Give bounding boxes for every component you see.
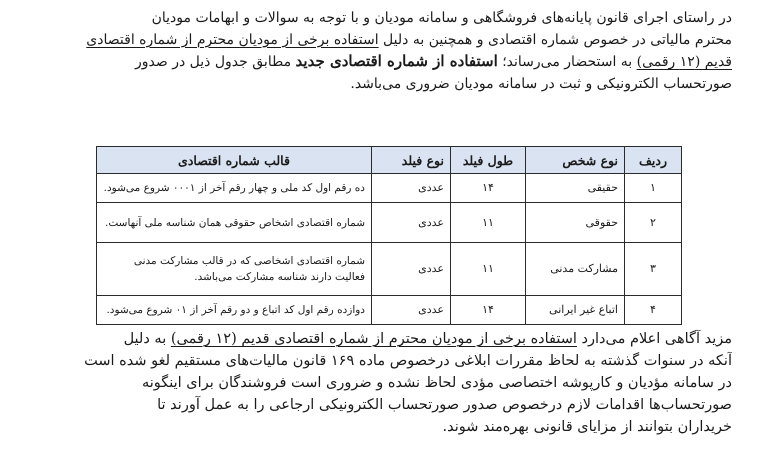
outro-paragraph xyxy=(52,328,732,438)
outro-line-1-tail: به دلیل xyxy=(123,331,171,347)
table-row xyxy=(97,243,682,296)
intro-underlined-old-code-use: استفاده برخی از مودیان محترم از شماره اقتصادی xyxy=(86,31,379,48)
cell-format: شماره اقتصادی اشخاصی که در قالب مشارکت مدنی فعالیت دارند شناسه مشارکت می‌باشد. xyxy=(97,243,372,296)
intro-paragraph xyxy=(52,8,732,95)
cell-person-type: مشارکت مدنی xyxy=(526,243,625,296)
outro-line-1-text: مزید آگاهی اعلام می‌دارد xyxy=(576,331,732,347)
outro-line-5: خریداران بتوانند از مزایای قانونی بهره‌مند شوند. xyxy=(442,419,732,435)
cell-index: ۱ xyxy=(625,174,682,203)
cell-field-length: ۱۱ xyxy=(451,243,526,296)
header-field-length: طول فیلد xyxy=(451,147,526,174)
header-field-type: نوع فیلد xyxy=(372,147,451,174)
table-row xyxy=(97,296,682,325)
table-row xyxy=(97,203,682,243)
table-header-row xyxy=(97,147,682,174)
outro-line-2: آنکه در سنوات گذشته به لحاظ مقررات ابلاغی درخصوص ماده ۱۶۹ قانون مالیات‌های مستقیم لغو شده است xyxy=(84,353,732,369)
intro-bold-new-code: استفاده از شماره اقتصادی جدید xyxy=(295,52,498,70)
cell-format: ده رقم اول کد ملی و چهار رقم آخر از ۰۰۰۱ شروع می‌شود. xyxy=(97,174,372,203)
cell-person-type: اتباع غیر ایرانی xyxy=(526,296,625,325)
header-format: قالب شماره اقتصادی xyxy=(97,147,372,174)
cell-index: ۴ xyxy=(625,296,682,325)
cell-person-type: حقوقی xyxy=(526,203,625,243)
economic-code-table xyxy=(96,146,682,325)
intro-line-3 xyxy=(52,51,732,74)
intro-line-3-text: به استحضار می‌رساند؛ xyxy=(497,54,637,70)
cell-index: ۳ xyxy=(625,243,682,296)
cell-field-type: عددی xyxy=(372,243,451,296)
cell-field-type: عددی xyxy=(372,296,451,325)
intro-line-4: صورتحساب الکترونیکی و ثبت در سامانه مودیان ضروری می‌باشد. xyxy=(350,75,732,92)
cell-field-type: عددی xyxy=(372,174,451,203)
cell-format: شماره اقتصادی اشخاص حقوقی همان شناسه ملی آنهاست. xyxy=(97,203,372,243)
intro-line-2 xyxy=(52,30,732,52)
intro-line-3-tail: مطابق جدول ذیل در صدور xyxy=(135,54,296,70)
cell-format: دوازده رقم اول کد اتباع و دو رقم آخر از ۰۱ شروع می‌شود. xyxy=(97,296,372,325)
header-person-type: نوع شخص xyxy=(526,147,625,174)
intro-line-1: در راستای اجرای قانون پایانه‌های فروشگاهی و سامانه مودیان و با توجه به سوالات و ابهامات مودیان xyxy=(151,10,732,26)
cell-index: ۲ xyxy=(625,203,682,243)
table-row xyxy=(97,174,682,203)
outro-underlined-old-code-use: استفاده برخی از مودیان محترم از شماره اقتصادی قدیم (۱۲ رقمی) xyxy=(170,331,577,347)
cell-field-length: ۱۱ xyxy=(451,203,526,243)
intro-line-2-text: محترم مالیاتی در خصوص شماره اقتصادی و همچنین به دلیل xyxy=(378,31,732,48)
intro-underlined-old-code: قدیم (۱۲ رقمی) xyxy=(636,54,732,70)
cell-field-length: ۱۴ xyxy=(451,296,526,325)
cell-person-type: حقیقی xyxy=(526,174,625,203)
header-index: ردیف xyxy=(625,147,682,174)
outro-line-3: در سامانه مؤدیان و کارپوشه اختصاصی مؤدی لحاظ نشده و ضروری است فروشندگان برای اینگونه xyxy=(141,375,732,391)
outro-line-4: صورتحساب‌ها اقدامات لازم درخصوص صدور صورتحساب الکترونیکی ارجاعی را به عمل آورند تا xyxy=(157,397,732,413)
cell-field-type: عددی xyxy=(372,203,451,243)
outro-line-1 xyxy=(52,328,732,350)
cell-field-length: ۱۴ xyxy=(451,174,526,203)
